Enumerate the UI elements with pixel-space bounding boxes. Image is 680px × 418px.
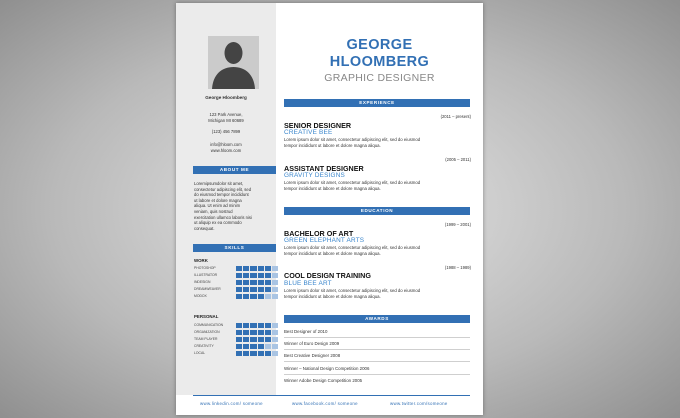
last-name: HLOOMBERG: [329, 54, 430, 70]
skill-level-segment: [243, 323, 249, 328]
skill-name: DREAMWEAVER: [194, 287, 221, 291]
job-title: ASSISTANT DESIGNER: [284, 164, 364, 173]
job-title-subtitle: GRAPHIC DESIGNER: [324, 72, 435, 84]
about-line: veniam, quis nostrud: [194, 208, 233, 214]
award-item: Winner – National Design Competition 2006: [284, 366, 370, 371]
skill-level-segment: [258, 344, 264, 349]
about-line: aliqua. Ut enim ad minim: [194, 203, 241, 209]
address-line2: Michigan MI 60689: [208, 118, 244, 123]
skill-level-segment: [250, 330, 256, 335]
education-heading: EDUCATION: [284, 207, 470, 215]
phone-number: (123) 456 7899: [211, 129, 241, 134]
skill-level-segment: [272, 294, 278, 299]
skill-level-segment: [236, 323, 242, 328]
skill-level-segment: [250, 323, 256, 328]
skill-level-segment: [265, 344, 271, 349]
skill-level-bar: [236, 273, 278, 278]
skill-level-segment: [250, 280, 256, 285]
skill-name: MODOX: [194, 294, 207, 298]
desc-line: Lorem ipsum dolor sit amet, consectetur adipiscing elit, sed do eiusmod: [284, 180, 421, 185]
skill-level-segment: [258, 323, 264, 328]
skill-level-segment: [258, 273, 264, 278]
skills-heading: SKILLS: [193, 244, 276, 252]
work-skills-label: WORK: [194, 258, 208, 263]
skill-name: ORGANIZATION: [194, 330, 220, 334]
profile-photo: [208, 36, 259, 89]
skill-name: INDESIGN: [194, 280, 211, 284]
skill-level-segment: [265, 287, 271, 292]
skill-level-segment: [258, 337, 264, 342]
skill-level-segment: [258, 287, 264, 292]
personal-skills-label: PERSONAL: [194, 314, 219, 319]
skill-level-segment: [272, 330, 278, 335]
skill-level-bar: [236, 323, 278, 328]
skill-level-segment: [265, 323, 271, 328]
desc-line: tempor incididunt ut labore et dolore magna aliqua.: [284, 293, 381, 299]
skill-level-segment: [265, 266, 271, 271]
edu-title: BACHELOR OF ART: [284, 229, 354, 238]
award-divider: [284, 349, 470, 350]
about-line: ut aliquip ex ea commodo: [194, 220, 242, 226]
skill-level-bar: [236, 287, 278, 292]
edu-title: COOL DESIGN TRAINING: [284, 271, 371, 280]
skill-level-segment: [236, 280, 242, 285]
about-line: exercitation ullamco laboris nisi: [194, 214, 252, 220]
skill-name: COMMUNICATION: [194, 323, 224, 327]
award-item: Best Designer of 2010: [284, 329, 328, 334]
resume-page: [176, 3, 483, 415]
twitter-link[interactable]: www.twitter.com/someone: [390, 401, 448, 406]
skill-level-segment: [243, 266, 249, 271]
skill-level-segment: [250, 273, 256, 278]
award-item: Best Creative Designer 2008: [284, 353, 341, 358]
about-line: Loremipsumdolor sit amet,: [194, 181, 244, 186]
skill-level-segment: [236, 294, 242, 299]
about-line: ut labore et dolore magna: [194, 197, 242, 203]
job-company: CREATIVE BEE: [284, 129, 333, 136]
award-divider: [284, 361, 470, 362]
skill-level-segment: [265, 294, 271, 299]
skill-level-segment: [272, 280, 278, 285]
edu-description: [284, 288, 470, 299]
awards-heading: AWARDS: [284, 315, 470, 323]
job-title: SENIOR DESIGNER: [284, 121, 352, 130]
job-description: [284, 180, 470, 191]
award-divider: [284, 374, 470, 375]
skill-level-segment: [272, 344, 278, 349]
desc-line: tempor incididunt ut labore et dolore magna aliqua.: [284, 142, 381, 148]
skill-level-segment: [250, 344, 256, 349]
skill-level-segment: [236, 330, 242, 335]
skill-level-segment: [258, 294, 264, 299]
person-silhouette-icon: [208, 36, 259, 89]
skill-level-segment: [265, 280, 271, 285]
skill-level-segment: [243, 344, 249, 349]
skill-level-segment: [272, 351, 278, 356]
skill-level-segment: [250, 266, 256, 271]
desc-line: tempor incididunt ut labore et dolore magna aliqua.: [284, 185, 381, 191]
skill-level-segment: [250, 287, 256, 292]
award-item: Winner Adobe Design Competition 2005: [284, 378, 363, 383]
skill-level-segment: [265, 351, 271, 356]
skill-level-segment: [265, 337, 271, 342]
skill-level-segment: [236, 266, 242, 271]
skill-level-segment: [243, 273, 249, 278]
skill-name: CREATIVITY: [194, 344, 214, 348]
skill-level-segment: [236, 287, 242, 292]
sidebar-name: George Hloomberg: [205, 95, 247, 100]
skill-level-bar: [236, 294, 278, 299]
linkedin-link[interactable]: www.linkedin.com/ someone: [200, 401, 263, 406]
skill-level-segment: [243, 337, 249, 342]
skill-level-segment: [250, 337, 256, 342]
desc-line: Lorem ipsum dolor sit amet, consectetur adipiscing elit, sed do eiusmod: [284, 245, 421, 250]
skill-level-segment: [258, 351, 264, 356]
about-text: [194, 181, 274, 231]
skill-level-bar: [236, 351, 278, 356]
skill-level-bar: [236, 266, 278, 271]
skill-level-segment: [272, 266, 278, 271]
edu-date: (1988 – 1989): [444, 265, 471, 270]
address-line1: 123 Park Avenue,: [209, 112, 243, 117]
skill-level-segment: [272, 287, 278, 292]
skill-level-segment: [272, 337, 278, 342]
edu-date: (1999 – 2001): [444, 222, 471, 227]
skill-level-segment: [243, 351, 249, 356]
job-date: (2011 – present): [440, 114, 471, 119]
facebook-link[interactable]: www.facebook.com/ someone: [292, 401, 358, 406]
skill-level-segment: [272, 273, 278, 278]
about-heading: ABOUT ME: [193, 166, 276, 174]
skill-level-segment: [243, 330, 249, 335]
about-line: consequat.: [194, 225, 215, 231]
skill-level-bar: [236, 344, 278, 349]
skill-level-segment: [236, 337, 242, 342]
skill-name: PHOTOSHOP: [194, 266, 216, 270]
footer-divider: [193, 395, 470, 396]
first-name: GEORGE: [346, 37, 413, 53]
edu-school: GREEN ELEPHANT ARTS: [284, 237, 365, 244]
skill-name: LOCAL: [194, 351, 206, 355]
job-description: [284, 137, 470, 148]
skill-level-bar: [236, 330, 278, 335]
skill-level-segment: [265, 273, 271, 278]
skill-level-segment: [236, 351, 242, 356]
job-company: GRAVITY DESIGNS: [284, 172, 346, 179]
desc-line: Lorem ipsum dolor sit amet, consectetur adipiscing elit, sed do eiusmod: [284, 288, 421, 293]
email-address[interactable]: info@hloom.com: [210, 142, 242, 147]
experience-heading: EXPERIENCE: [284, 99, 470, 107]
skill-level-segment: [265, 330, 271, 335]
skill-level-segment: [258, 330, 264, 335]
skill-level-segment: [272, 323, 278, 328]
skill-level-bar: [236, 337, 278, 342]
website-link[interactable]: www.hloom.com: [210, 148, 242, 153]
skill-name: ILLUSTRATOR: [194, 273, 218, 277]
skill-level-segment: [243, 294, 249, 299]
desc-line: Lorem ipsum dolor sit amet, consectetur adipiscing elit, sed do eiusmod: [284, 137, 421, 142]
skill-level-segment: [236, 273, 242, 278]
award-divider: [284, 337, 470, 338]
desc-line: tempor incididunt ut labore et dolore magna aliqua.: [284, 250, 381, 256]
skill-level-bar: [236, 280, 278, 285]
skill-level-segment: [258, 280, 264, 285]
skill-level-segment: [250, 351, 256, 356]
skill-level-segment: [243, 287, 249, 292]
about-line: consectetur adipiscing elit, sed: [194, 186, 252, 192]
skill-name: TEAM PLAYER: [194, 337, 218, 341]
about-line: do eiusmod tempor incididunt: [194, 192, 249, 198]
edu-school: BLUE BEE ART: [284, 280, 332, 287]
skill-level-segment: [258, 266, 264, 271]
skill-level-segment: [250, 294, 256, 299]
edu-description: [284, 245, 470, 256]
job-date: (2005 – 2011): [445, 157, 471, 162]
skill-level-segment: [236, 344, 242, 349]
award-item: Winner of Euro Design 2009: [284, 341, 340, 346]
skill-level-segment: [243, 280, 249, 285]
